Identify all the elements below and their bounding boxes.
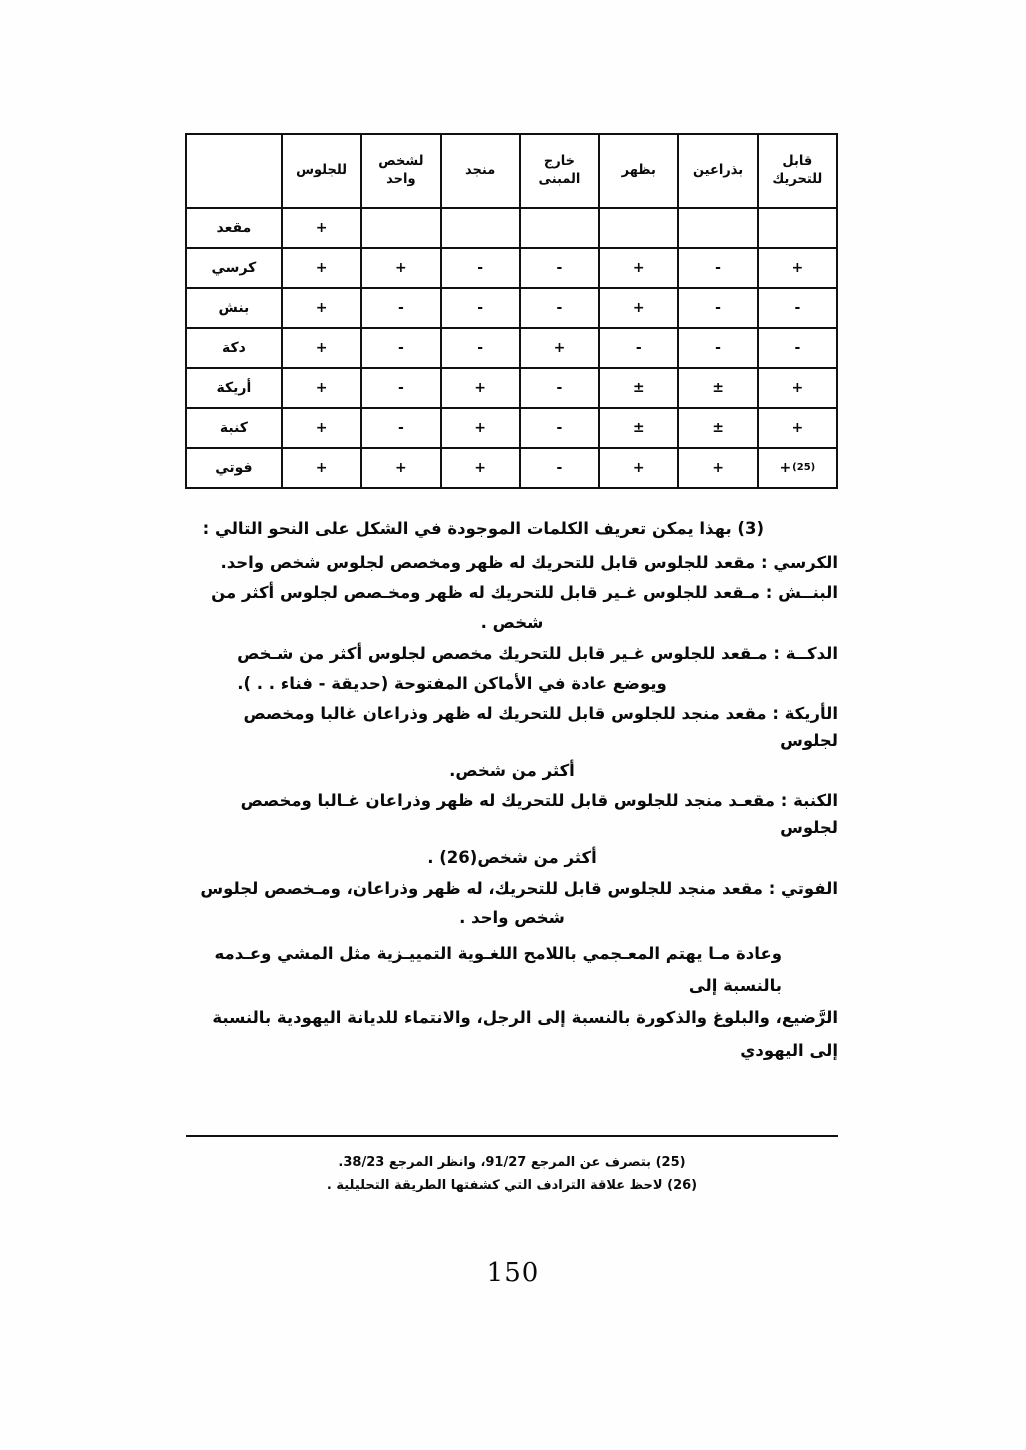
- column-header-outdoors: خارج المبنى: [520, 134, 599, 208]
- cell-value: -: [556, 420, 563, 436]
- column-header-corner-blank: [186, 134, 282, 208]
- table-row: [186, 208, 837, 248]
- table-cell: [361, 368, 440, 408]
- table-row-label: كنبة: [186, 408, 282, 448]
- definition-binsh-line1: البنــش : مـقعد للجلوس غـير قابل للتحريك له ظهر ومخـصص لجلوس أكثر من: [211, 583, 838, 603]
- cell-value: +: [315, 300, 328, 316]
- cell-value: +: [315, 460, 328, 476]
- cell-value: +: [395, 460, 407, 476]
- table-row-label: دكة: [186, 328, 282, 368]
- cell-value: +: [632, 460, 645, 476]
- table-cell: [361, 448, 440, 488]
- table-cell: [678, 248, 757, 288]
- table-cell: [361, 248, 440, 288]
- cell-value: +: [315, 260, 328, 276]
- cell-value: ±: [632, 380, 645, 396]
- table-cell: [282, 288, 361, 328]
- table-cell: [599, 368, 678, 408]
- table-row: [186, 288, 837, 328]
- table-cell: [282, 248, 361, 288]
- cell-value: +: [779, 460, 792, 476]
- intro-paragraph: (3) بهذا يمكن تعريف الكلمات الموجودة في الشكل على النحو التالي :: [202, 519, 764, 538]
- table-row-label: بنش: [186, 288, 282, 328]
- table-cell: [520, 328, 599, 368]
- cell-value: +: [395, 260, 407, 276]
- definition-dikka-line2: ويوضع عادة في الأماكن المفتوحة (حديقة - فناء . . ).: [237, 673, 667, 693]
- table-body: [186, 208, 837, 488]
- table-cell: [282, 208, 361, 248]
- closing-paragraph-line1: وعادة مـا يهتم المعـجمي باللامح اللغـوية التمييـزية مثل المشي وعـدمه بالنسبة إلى: [214, 944, 782, 996]
- page-number: 150: [486, 1258, 540, 1288]
- cell-value: +: [553, 340, 566, 356]
- footnote-ref-26: (26): [439, 847, 478, 867]
- cell-value: +: [474, 380, 487, 396]
- column-header-upholstered: منجد: [441, 134, 520, 208]
- footnote-ref-25: (25): [792, 462, 816, 473]
- table-cell: [282, 368, 361, 408]
- table-cell: [678, 208, 757, 248]
- cell-value: -: [397, 300, 404, 316]
- cell-value: +: [791, 260, 804, 276]
- table-cell: [520, 448, 599, 488]
- cell-value: +: [712, 460, 724, 476]
- table-row-label: كرسي: [186, 248, 282, 288]
- definition-kanaba-line2-tail: .: [427, 847, 440, 867]
- table-cell: [520, 408, 599, 448]
- table-cell: [599, 328, 678, 368]
- cell-value: ±: [632, 420, 645, 436]
- cell-value: -: [794, 300, 801, 316]
- cell-value: -: [397, 420, 404, 436]
- definition-footi-line2: شخص واحد .: [459, 908, 565, 928]
- footnote-separator-rule: [186, 1135, 838, 1137]
- table-cell: [520, 368, 599, 408]
- cell-value: -: [715, 340, 721, 356]
- table-cell: [678, 368, 757, 408]
- table-cell: [758, 288, 837, 328]
- definition-dikka-line1: الدكــة : مـقعد للجلوس غـير قابل للتحريك مخصص لجلوس أكثر من شـخص: [237, 643, 838, 663]
- cell-value: -: [715, 300, 721, 316]
- table-cell: [758, 368, 837, 408]
- table-cell: [441, 408, 520, 448]
- table-header-row: [186, 134, 837, 208]
- table-cell: [441, 448, 520, 488]
- cell-value: -: [397, 380, 404, 396]
- table-cell: [678, 408, 757, 448]
- table-cell: [520, 248, 599, 288]
- table-cell: [282, 328, 361, 368]
- table-cell: [282, 408, 361, 448]
- feature-matrix-container: [186, 133, 838, 489]
- definition-arika-line2: أكثر من شخص.: [449, 760, 575, 780]
- cell-value: -: [556, 380, 563, 396]
- cell-value: -: [397, 340, 404, 356]
- cell-value: -: [635, 340, 642, 356]
- cell-value: -: [556, 300, 563, 316]
- cell-value: +: [632, 300, 645, 316]
- column-header-with-back: بظهر: [599, 134, 678, 208]
- cell-value: +: [315, 420, 328, 436]
- footnote-25: (25) بتصرف عن المرجع 91/27، وانظر المرجع 38/23.: [338, 1155, 686, 1170]
- table-cell: [678, 288, 757, 328]
- table-row: [186, 328, 837, 368]
- table-cell: [758, 248, 837, 288]
- table-row: [186, 368, 837, 408]
- table-cell: [599, 408, 678, 448]
- column-header-movable: قابل للتحريك: [758, 134, 837, 208]
- cell-value: +: [474, 460, 487, 476]
- cell-value: -: [556, 260, 563, 276]
- table-row-label: أريكة: [186, 368, 282, 408]
- definition-kanaba: [186, 788, 838, 871]
- table-cell: [361, 288, 440, 328]
- cell-value: +: [791, 420, 804, 436]
- table-cell: [520, 288, 599, 328]
- table-cell: [282, 448, 361, 488]
- cell-value: +: [315, 380, 328, 396]
- definition-kanaba-line1: الكنبة : مقعـد منجد للجلوس قابل للتحريك له ظهر وذراعان غـالبا ومخصص لجلوس: [240, 791, 838, 838]
- definition-footi-line1: الفوتي : مقعد منجد للجلوس قابل للتحريك، له ظهر وذراعان، ومـخصص لجلوس: [200, 878, 838, 898]
- column-header-one-person: لشخص واحد: [361, 134, 440, 208]
- table-cell: [361, 208, 440, 248]
- table-cell: [599, 448, 678, 488]
- table-cell: [758, 448, 837, 488]
- definition-binsh: [186, 580, 838, 636]
- cell-value: +: [315, 340, 328, 356]
- table-cell: [758, 328, 837, 368]
- table-row: [186, 408, 837, 448]
- cell-value: +: [632, 260, 645, 276]
- cell-value: -: [556, 460, 563, 476]
- table-cell: [441, 208, 520, 248]
- table-cell: [441, 328, 520, 368]
- cell-value: -: [477, 340, 484, 356]
- definition-binsh-line2: شخص .: [480, 613, 544, 633]
- table-cell: [361, 328, 440, 368]
- footnote-26: (26) لاحظ علاقة الترادف التي كشفتها الطريقة التحليلية .: [326, 1177, 698, 1193]
- table-row-label: مقعد: [186, 208, 282, 248]
- table-row: [186, 248, 837, 288]
- table-cell: [599, 208, 678, 248]
- table-cell: [758, 208, 837, 248]
- table-cell: [758, 408, 837, 448]
- definition-kanaba-line2: [186, 845, 838, 872]
- table-cell: [441, 248, 520, 288]
- cell-value: ±: [712, 380, 724, 396]
- cell-value: +: [315, 220, 328, 236]
- cell-value: -: [477, 300, 484, 316]
- closing-paragraph-line2: الرَّضيع، والبلوغ والذكورة بالنسبة إلى الرجل، والانتماء للديانة اليهودية بالنسبة إلى اليهودي: [212, 1008, 838, 1060]
- definition-kursi: [186, 550, 838, 577]
- table-cell: [678, 328, 757, 368]
- footnotes-block: [186, 1152, 838, 1198]
- cell-value: -: [715, 260, 721, 276]
- table-cell: [678, 448, 757, 488]
- feature-matrix-table: [185, 133, 838, 489]
- table-row-label: فوتي: [186, 448, 282, 488]
- table-row: [186, 448, 837, 488]
- definition-arika: [186, 701, 838, 784]
- cell-value: ±: [712, 420, 724, 436]
- definition-dikka: [186, 641, 838, 697]
- table-cell: [520, 208, 599, 248]
- cell-value: -: [477, 260, 484, 276]
- cell-value: +: [474, 420, 487, 436]
- closing-paragraph: [186, 938, 838, 1067]
- body-text-block: [186, 516, 838, 1070]
- definition-arika-line1: الأريكة : مقعد منجد للجلوس قابل للتحريك له ظهر وذراعان غالبا ومخصص لجلوس: [243, 704, 838, 751]
- cell-value: -: [794, 340, 801, 356]
- table-cell: [441, 288, 520, 328]
- table-cell: [441, 368, 520, 408]
- definition-kursi-line1: الكرسي : مقعد للجلوس قابل للتحريك له ظهر ومخصص لجلوس شخص واحد.: [220, 552, 838, 572]
- column-header-with-arms: بذراعين: [678, 134, 757, 208]
- table-cell: [599, 288, 678, 328]
- table-cell: [361, 408, 440, 448]
- table-cell: [599, 248, 678, 288]
- definition-footi: [186, 876, 838, 932]
- definition-kanaba-line2-text: أكثر من شخص: [477, 847, 597, 867]
- column-header-for-sitting: للجلوس: [282, 134, 361, 208]
- cell-value: +: [791, 380, 804, 396]
